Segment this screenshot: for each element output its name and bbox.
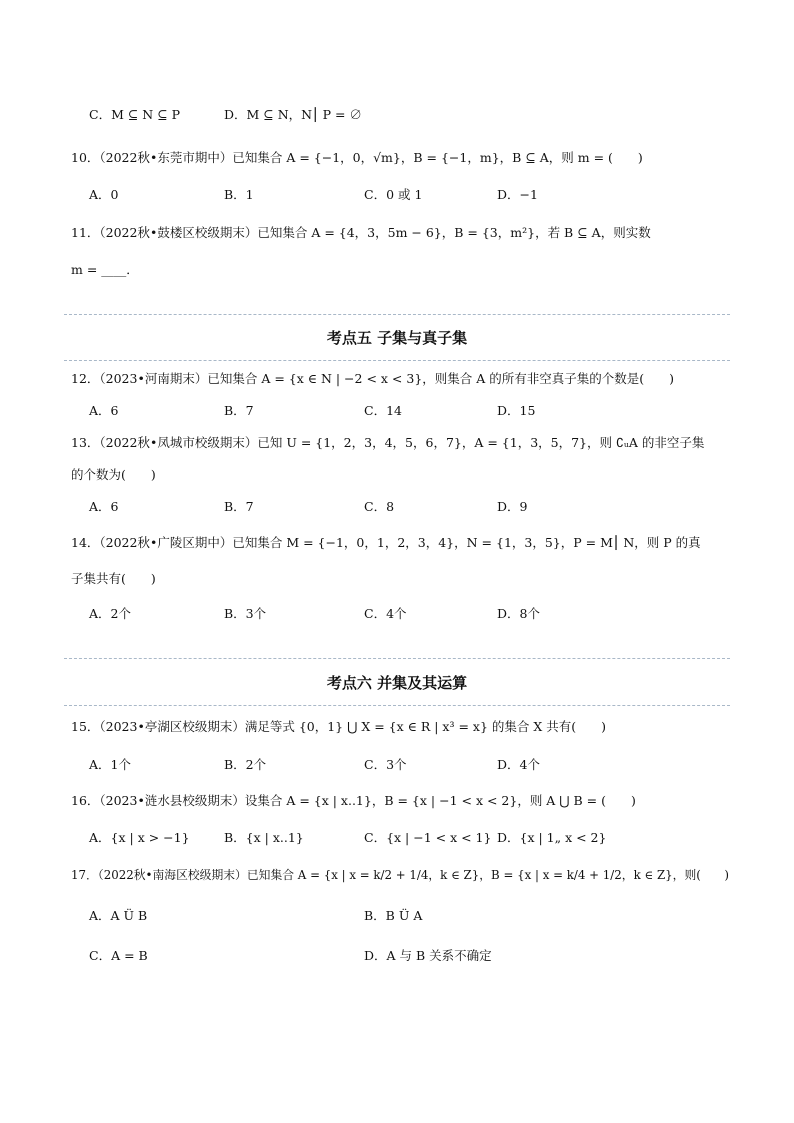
q15-option-d: D．4个	[497, 757, 540, 772]
q17-option-a: A．A Ü B	[89, 908, 148, 923]
q15-option-c: C．3个	[364, 757, 407, 772]
q10-option-c: C．0 或 1	[364, 187, 423, 202]
q14-option-d: D．8个	[497, 606, 540, 621]
q10-option-d: D．−1	[497, 187, 538, 202]
q10-option-b: B．1	[224, 187, 254, 202]
section-divider-bottom	[64, 360, 730, 361]
question-11-blank: m = ____．	[71, 262, 139, 277]
section-divider-top	[64, 658, 730, 659]
question-14: 14．（2022秋•广陵区期中）已知集合 M = {−1，0，1，2，3，4}，N = {1，3，5}，P = M⎮ N，则 P 的真	[71, 535, 701, 550]
question-13: 13．（2022秋•凤城市校级期末）已知 U = {1，2，3，4，5，6，7}，A = {1，3，5，7}，则 ∁ᵤA 的非空子集	[71, 435, 705, 450]
question-13-cont: 的个数为( )	[71, 467, 156, 482]
section-title-5: 考点五 子集与真子集	[326, 329, 468, 347]
q12-option-c: C．14	[364, 403, 402, 418]
q14-option-c: C．4个	[364, 606, 407, 621]
q13-option-a: A．6	[89, 499, 119, 514]
question-12: 12．（2023•河南期末）已知集合 A = {x ∈ N | −2 < x < 3}，则集合 A 的所有非空真子集的个数是( )	[71, 371, 675, 386]
q16-option-d: D．{x | 1„ x < 2}	[497, 830, 607, 845]
question-17: 17．（2022秋•南海区校级期末）已知集合 A = {x | x = k/2 + 1/4，k ∈ Z}，B = {x | x = k/4 + 1/2，k ∈ Z}，则( )	[71, 868, 730, 882]
q15-option-a: A．1个	[89, 757, 131, 772]
q9-option-c: C．M ⊆ N ⊆ P	[89, 107, 181, 122]
q12-option-a: A．6	[89, 403, 119, 418]
q17-option-b: B．B Ü A	[364, 908, 423, 923]
q14-option-b: B．3个	[224, 606, 267, 621]
q15-option-b: B．2个	[224, 757, 267, 772]
q10-option-a: A．0	[89, 187, 119, 202]
q13-option-c: C．8	[364, 499, 395, 514]
q16-option-c: C．{x | −1 < x < 1}	[364, 830, 492, 845]
section-title-6: 考点六 并集及其运算	[326, 674, 468, 692]
q12-option-d: D．15	[497, 403, 536, 418]
q17-option-c: C．A = B	[89, 948, 148, 963]
question-10: 10．（2022秋•东莞市期中）已知集合 A = {−1，0，√m}，B = {−1，m}，B ⊆ A，则 m = ( )	[71, 150, 643, 165]
q16-option-a: A．{x | x > −1}	[89, 830, 190, 845]
q17-option-d: D．A 与 B 关系不确定	[364, 948, 492, 963]
q16-option-b: B．{x | x..1}	[224, 830, 304, 845]
question-14-cont: 子集共有( )	[71, 571, 156, 586]
q12-option-b: B．7	[224, 403, 254, 418]
q13-option-b: B．7	[224, 499, 254, 514]
question-15: 15．（2023•亭湖区校级期末）满足等式 {0，1} ⋃ X = {x ∈ R | x³ = x} 的集合 X 共有( )	[71, 719, 606, 734]
section-divider-top	[64, 314, 730, 315]
question-16: 16．（2023•涟水县校级期末）设集合 A = {x | x..1}，B = {x | −1 < x < 2}，则 A ⋃ B = ( )	[71, 793, 636, 808]
q14-option-a: A．2个	[89, 606, 131, 621]
question-11: 11．（2022秋•鼓楼区校级期末）已知集合 A = {4，3，5m − 6}，B = {3，m²}，若 B ⊆ A，则实数	[71, 225, 651, 240]
q9-option-d: D．M ⊆ N，N⎮ P = ∅	[224, 107, 362, 122]
q13-option-d: D．9	[497, 499, 528, 514]
section-divider-bottom	[64, 705, 730, 706]
